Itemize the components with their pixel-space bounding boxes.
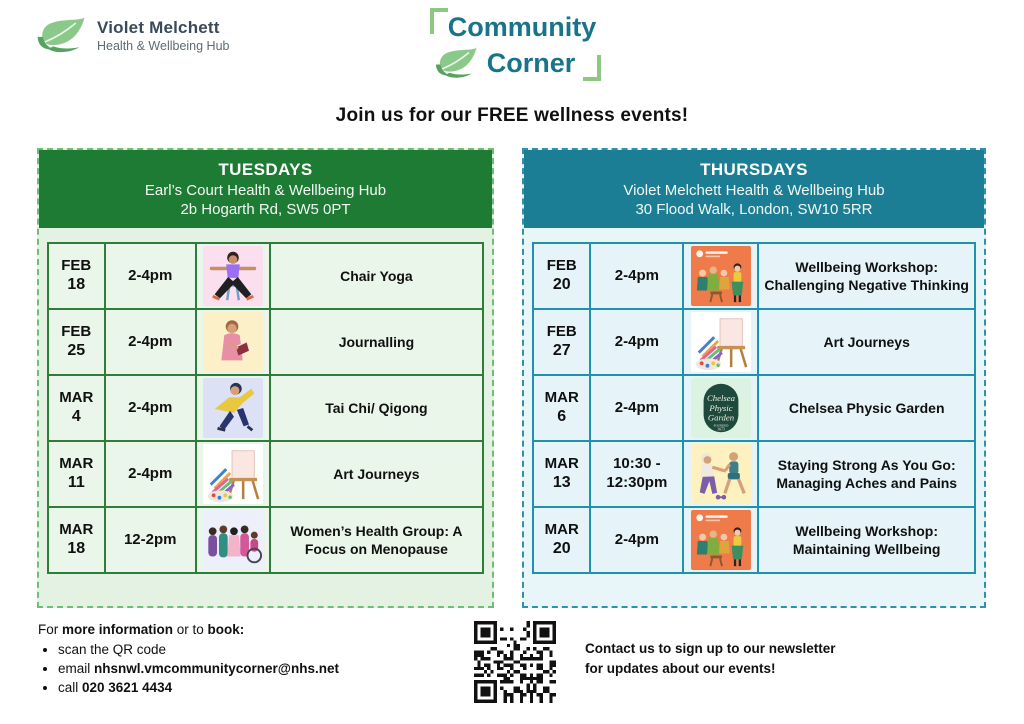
chair-yoga-icon — [196, 243, 270, 309]
event-activity-cell: Art Journeys — [758, 309, 975, 375]
panel-day: THURSDAYS — [700, 160, 808, 179]
event-time-cell: 2-4pm — [590, 243, 683, 309]
event-activity-cell: Journalling — [270, 309, 483, 375]
staying-strong-icon — [683, 441, 758, 507]
event-date-cell: FEB 27 — [533, 309, 590, 375]
booking-bullet-email: • email nhsnwl.vmcommunitycorner@nhs.net — [58, 661, 339, 676]
event-date-cell: MAR 20 — [533, 507, 590, 573]
logo-subtitle: Health & Wellbeing Hub — [97, 38, 230, 53]
event-date-cell: MAR 18 — [48, 507, 105, 573]
tuesdays-events-table — [47, 242, 484, 574]
corner-bracket-open — [430, 8, 448, 34]
table-row — [533, 375, 975, 441]
event-time-cell: 12-2pm — [105, 507, 196, 573]
art-journeys-illustration — [203, 444, 263, 504]
table-row — [48, 309, 483, 375]
tuesdays-panel — [37, 148, 494, 608]
newsletter-note: Contact us to sign up to our newsletter for updates about our events! — [585, 641, 836, 677]
table-row — [533, 243, 975, 309]
violet-melchett-logo — [36, 15, 229, 57]
event-activity-cell: Wellbeing Workshop: Maintaining Wellbeing — [758, 507, 975, 573]
panel-venue: Violet Melchett Health & Wellbeing Hub — [623, 182, 885, 199]
event-activity-cell: Chelsea Physic Garden — [758, 375, 975, 441]
table-row — [48, 243, 483, 309]
event-time-cell: 2-4pm — [105, 309, 196, 375]
event-date-cell: MAR 6 — [533, 375, 590, 441]
wellbeing-workshop-illustration — [691, 510, 751, 570]
booking-info-heading: For more information or to book: — [38, 622, 245, 637]
event-activity-cell: Tai Chi/ Qigong — [270, 375, 483, 441]
table-row — [48, 375, 483, 441]
event-time-cell: 2-4pm — [590, 507, 683, 573]
leaf-icon — [433, 48, 481, 78]
tagline: Join us for our FREE wellness events! — [335, 105, 689, 126]
wellbeing-workshop-icon — [683, 507, 758, 573]
event-time-cell: 2-4pm — [105, 375, 196, 441]
event-date-cell: FEB 25 — [48, 309, 105, 375]
corner-bracket-close — [583, 55, 601, 81]
panel-address: 2b Hogarth Rd, SW5 0PT — [180, 201, 351, 218]
event-time-cell: 2-4pm — [590, 309, 683, 375]
tai-chi-icon — [196, 375, 270, 441]
thursdays-events-table — [532, 242, 976, 574]
booking-bullet-qr: • scan the QR code — [58, 642, 339, 657]
event-date-cell: FEB 18 — [48, 243, 105, 309]
event-date-cell: MAR 4 — [48, 375, 105, 441]
chelsea-physic-garden-illustration — [691, 378, 751, 438]
svg-text:Physic: Physic — [709, 402, 733, 413]
logo-title: Violet Melchett — [97, 18, 220, 38]
art-journeys-icon — [683, 309, 758, 375]
svg-text:1673: 1673 — [716, 427, 725, 432]
tai-chi-illustration — [203, 378, 263, 438]
event-time-cell: 2-4pm — [105, 243, 196, 309]
chelsea-physic-garden-icon — [683, 375, 758, 441]
event-activity-cell: Women’s Health Group: A Focus on Menopause — [270, 507, 483, 573]
art-journeys-icon — [196, 441, 270, 507]
chair-yoga-illustration — [203, 246, 263, 306]
event-activity-cell: Art Journeys — [270, 441, 483, 507]
event-date-cell: FEB 20 — [533, 243, 590, 309]
table-row — [533, 507, 975, 573]
svg-text:FOUNDED: FOUNDED — [713, 423, 729, 428]
table-row — [48, 507, 483, 573]
art-journeys-illustration — [691, 312, 751, 372]
table-row — [533, 309, 975, 375]
journalling-icon — [196, 309, 270, 375]
event-time-cell: 2-4pm — [590, 375, 683, 441]
event-date-cell: MAR 11 — [48, 441, 105, 507]
event-time-cell: 10:30 - 12:30pm — [590, 441, 683, 507]
panel-address: 30 Flood Walk, London, SW10 5RR — [635, 201, 873, 218]
leaf-icon — [36, 15, 88, 57]
booking-info — [38, 622, 339, 699]
women-group-icon — [196, 507, 270, 573]
event-date-cell: MAR 13 — [533, 441, 590, 507]
table-row — [48, 441, 483, 507]
svg-text:Garden: Garden — [707, 412, 734, 423]
wellbeing-workshop-illustration — [691, 246, 751, 306]
event-time-cell: 2-4pm — [105, 441, 196, 507]
table-row — [533, 441, 975, 507]
staying-strong-illustration — [691, 444, 751, 504]
women-group-illustration — [203, 510, 263, 570]
title-line1: Community — [447, 12, 597, 42]
qr-code — [474, 621, 556, 703]
community-corner-title — [424, 12, 610, 81]
panel-venue: Earl’s Court Health & Wellbeing Hub — [144, 182, 387, 199]
wellbeing-workshop-icon — [683, 243, 758, 309]
journalling-illustration — [203, 312, 263, 372]
event-activity-cell: Staying Strong As You Go: Managing Aches and Pains — [758, 441, 975, 507]
thursdays-panel-header — [524, 150, 984, 228]
title-line2: Corner — [486, 48, 576, 79]
thursdays-panel — [522, 148, 986, 608]
tuesdays-panel-header — [39, 150, 492, 228]
booking-bullet-phone: • call 020 3621 4434 — [58, 680, 339, 695]
event-activity-cell: Chair Yoga — [270, 243, 483, 309]
svg-text:Chelsea: Chelsea — [706, 393, 735, 404]
event-activity-cell: Wellbeing Workshop: Challenging Negative Thinking — [758, 243, 975, 309]
panel-day: TUESDAYS — [218, 160, 313, 179]
